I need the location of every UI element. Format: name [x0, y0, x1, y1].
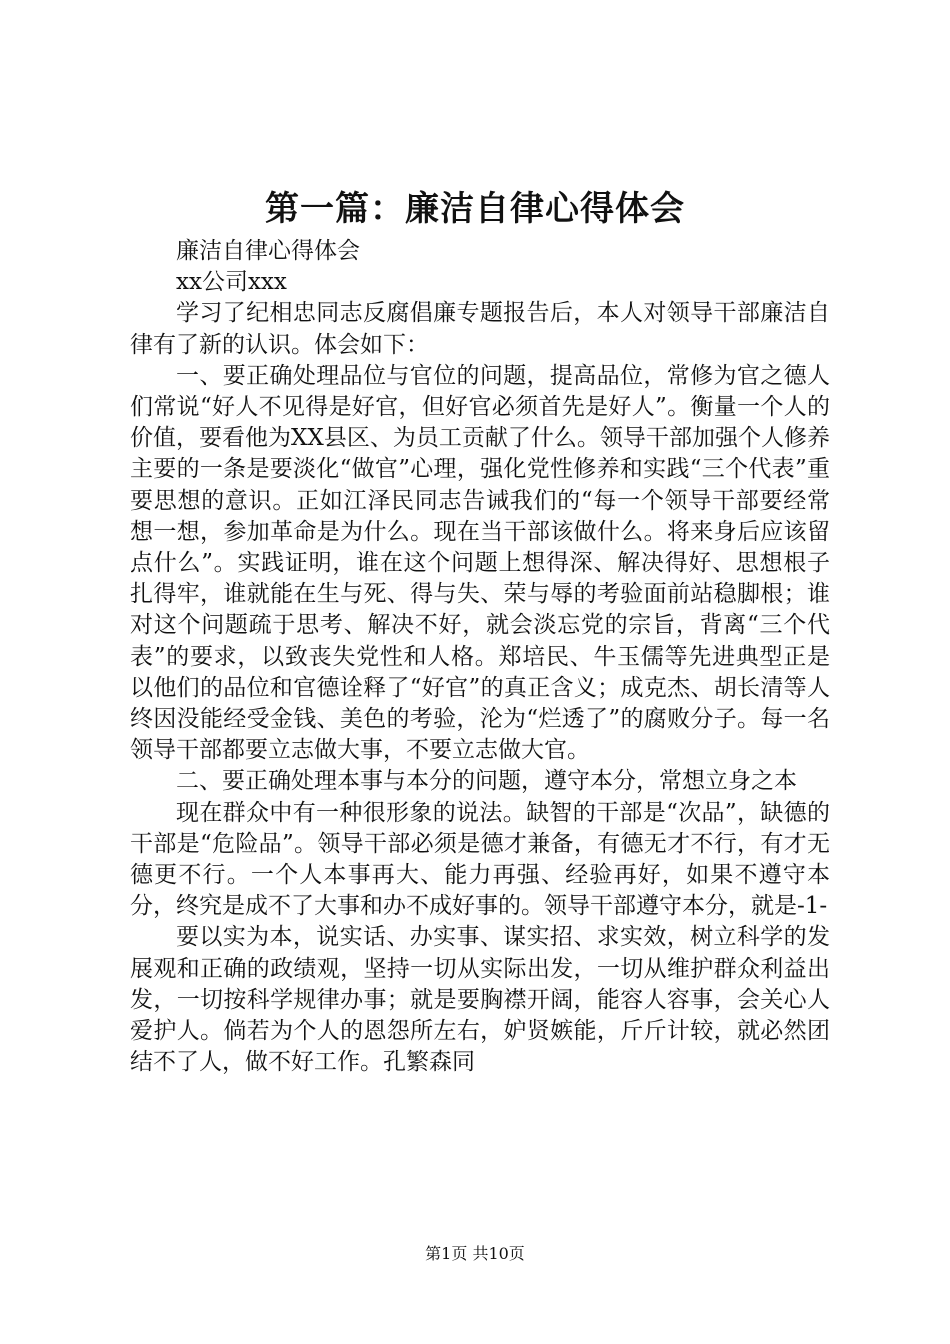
subtitle-paragraph: 廉洁自律心得体会: [176, 238, 360, 264]
body-paragraph: 学习了纪相忠同志反腐倡廉专题报告后，本人对领导干部廉洁自律有了新的认识。体会如下：: [130, 300, 830, 358]
body-paragraph: 要以实为本，说实话、办实事、谋实招、求实效，树立科学的发展观和正确的政绩观，坚持一切从实际出发，一切从维护群众利益出发，一切按科学规律办事；就是要胸襟开阔，能容人容事，会关心人爱护人。倘若为个人的恩怨所左右，妒贤嫉能，斤斤计较，就必然团结不了人，做不好工作。孔繁森同: [130, 924, 830, 1076]
document-body: [130, 236, 830, 1078]
section-heading-paragraph: 二、要正确处理本事与本分的问题，遵守本分，常想立身之本: [176, 768, 797, 795]
page-footer: 第1页 共10页: [425, 1244, 525, 1263]
body-paragraph: 现在群众中有一种很形象的说法。缺智的干部是“次品”，缺德的干部是“危险品”。领导干部必须是德才兼备，有德无才不行，有才无德更不行。一个人本事再大、能力再强、经验再好，如果不遵守本分，终究是成不了大事和办不成好事的。领导干部遵守本分，就是-1-: [130, 799, 830, 920]
author-paragraph: xx公司xxx: [176, 269, 287, 296]
body-paragraph: 一、要正确处理品位与官位的问题，提高品位，常修为官之德人们常说“好人不见得是好官，但好官必须首先是好人”。衡量一个人的价值，要看他为XX县区、为员工贡献了什么。领导干部加强个人修养主要的一条是要淡化“做官”心理，强化党性修养和实践“三个代表”重要思想的意识。正如江泽民同志告诫我们的“每一个领导干部要经常想一想，参加革命是为什么。现在当干部该做什么。将来身后应该留点什么”。实践证明，谁在这个问题上想得深、解决得好、思想根子扎得牢，谁就能在生与死、得与失、荣与辱的考验面前站稳脚根；谁对这个问题疏于思考、解决不好，就会淡忘党的宗旨，背离“三个代表”的要求，以致丧失党性和人格。郑培民、牛玉儒等先进典型正是以他们的品位和官德诠释了“好官”的真正含义；成克杰、胡长清等人终因没能经受金钱、美色的考验，沦为“烂透了”的腐败分子。每一名领导干部都要立志做大事，不要立志做大官。: [130, 362, 830, 764]
document-title: 第一篇：廉洁自律心得体会: [265, 189, 685, 229]
